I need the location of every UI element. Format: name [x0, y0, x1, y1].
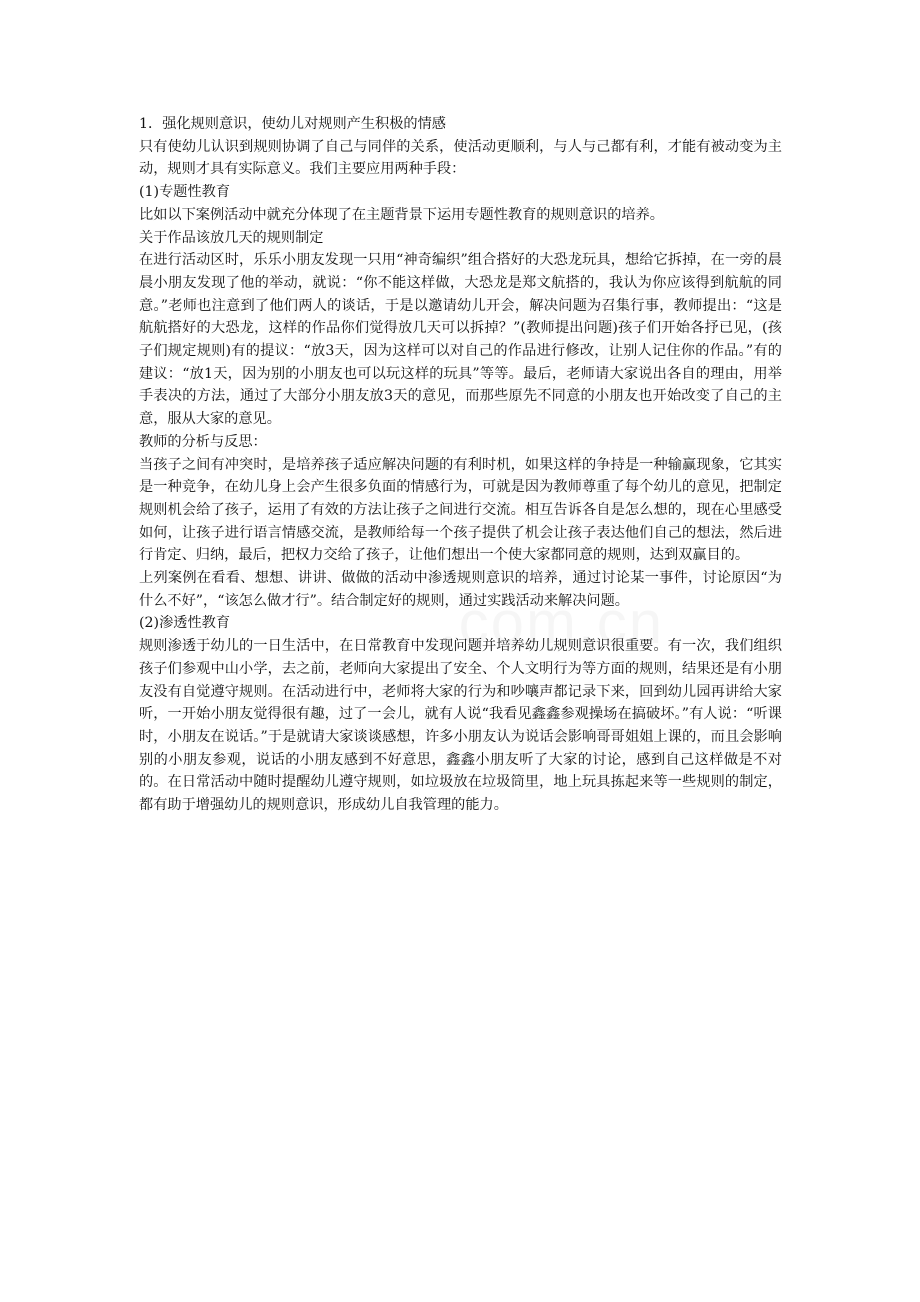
paragraph: 比如以下案例活动中就充分体现了在主题背景下运用专题性教育的规则意识的培养。 [139, 206, 664, 223]
subsection-heading: (1)专题性教育 [139, 184, 231, 201]
subsection-heading: (2)渗透性教育 [139, 615, 231, 632]
section-heading: 1．强化规则意识，使幼儿对规则产生积极的情感 [139, 116, 446, 132]
paragraph: 当孩子之间有冲突时，是培养孩子适应解决问题的有利时机，如果这样的争持是一种输赢现象，它其实是一种竞争，在幼儿身上会产生很多负面的情感行为，可就是因为教师尊重了每个幼儿的意见，把制定规则机会给了孩子，运用了有效的方法让孩子之间进行交流。相互告诉各自是怎么想的，现在心里感受如何，让孩子进行语言情感交流，是教师给每一个孩子提供了机会让孩子表达他们自己的想法，然后进行肯定、归纳，最后，把权力交给了孩子，让他们想出一个使大家都同意的规则，达到双赢目的。 [139, 456, 782, 564]
paragraph: 规则渗透于幼儿的一日生活中，在日常教育中发现问题并培养幼儿规则意识很重要。有一次，我们组织孩子们参观中山小学，去之前，老师向大家提出了安全、个人文明行为等方面的规则，结果还是有小朋友没有自觉遵守规则。在活动进行中，老师将大家的行为和吵嚷声都记录下来，回到幼儿园再讲给大家听，一开始小朋友觉得很有趣，过了一会儿，就有人说“我看见鑫鑫参观操场在搞破坏。”有人说：“听课时，小朋友在说话。”于是就请大家谈谈感想，许多小朋友认为说话会影响哥哥姐姐上课的，而且会影响别的小朋友参观，说话的小朋友感到不好意思，鑫鑫小朋友听了大家的讨论，感到自己这样做是不对的。在日常活动中随时提醒幼儿遵守规则，如垃圾放在垃圾筒里，地上玩具拣起来等一些规则的制定，都有助于增强幼儿的规则意识，形成幼儿自我管理的能力。 [139, 638, 782, 814]
case-title: 关于作品该放几天的规则制定 [139, 229, 324, 246]
paragraph: 上列案例在看看、想想、讲讲、做做的活动中渗透规则意识的培养，通过讨论某一事件，讨论原因“为什么不好”，“该怎么做才行”。结合制定好的规则，通过实践活动来解决问题。 [139, 570, 782, 609]
analysis-heading: 教师的分析与反思： [139, 433, 267, 450]
paragraph: 只有使幼儿认识到规则协调了自己与同伴的关系，使活动更顺利，与人与己都有利，才能有被动变为主动，规则才具有实际意义。我们主要应用两种手段： [139, 138, 782, 178]
paragraph: 在进行活动区时，乐乐小朋友发现一只用“神奇编织”组合搭好的大恐龙玩具，想给它拆掉，在一旁的晨晨小朋友发现了他的举动，就说：“你不能这样做，大恐龙是郑文航搭的，我认为你应该得到航航的同意。”老师也注意到了他们两人的谈话，于是以邀请幼儿开会，解决问题为召集行事，教师提出：“这是航航搭好的大恐龙，这样的作品你们觉得放几天可以拆掉？”(教师提出问题)孩子们开始各抒已见，(孩子们规定规则)有的提议：“放3天，因为这样可以对自己的作品进行修改，让别人记住你的作品。”有的建议：“放1天，因为别的小朋友也可以玩这样的玩具”等等。最后，老师请大家说出各自的理由，用举手表决的方法，通过了大部分小朋友放3天的意见，而那些原先不同意的小朋友也开始改变了自己的主意，服从大家的意见。 [139, 252, 782, 428]
document-body [139, 113, 782, 817]
